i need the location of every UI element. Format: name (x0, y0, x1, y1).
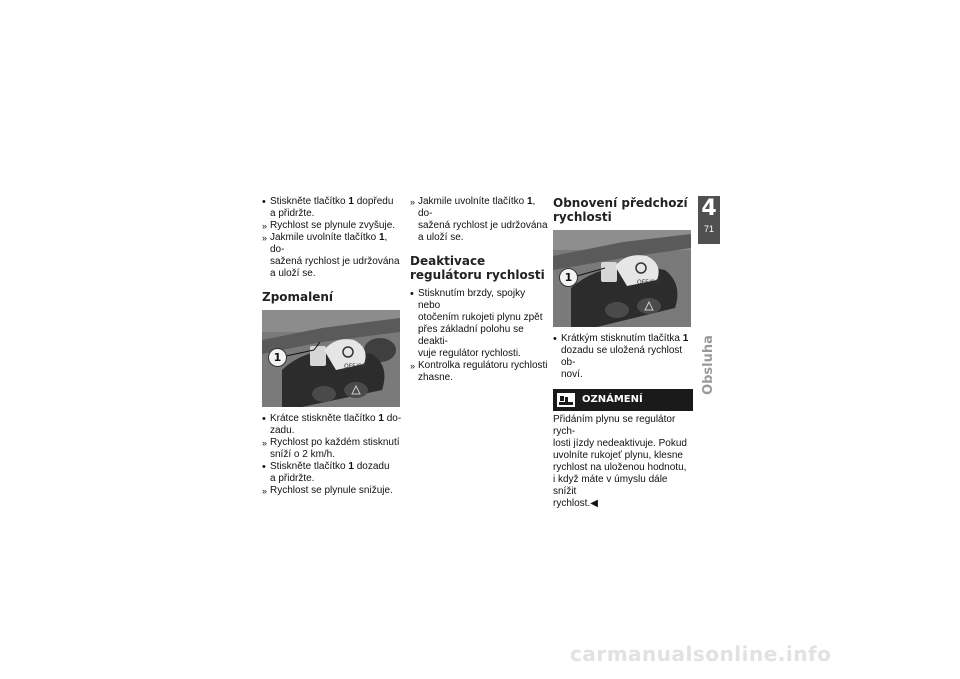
list-item (262, 413, 402, 437)
list-item (262, 437, 402, 461)
item-text: Kontrolka regulátoru rychlosti (418, 360, 548, 371)
notice-title: OZNÁMENÍ (582, 394, 643, 405)
notice-line: Přidáním plynu se regulátor rych- (553, 414, 676, 437)
notice-text (553, 414, 693, 510)
callout-1-resume: 1 (559, 268, 578, 287)
notice-header (553, 389, 693, 411)
chapter-number: 4 (701, 196, 717, 221)
item-text: Jakmile uvolníte tlačítko (270, 232, 379, 243)
page-number: 71 (703, 224, 714, 234)
item-text: přes základní polohu se deakti- (418, 324, 524, 347)
item-text-continued: a přidržte. (270, 473, 315, 484)
item-text-continued: sažená rychlost je udržována (270, 256, 400, 267)
instruction-list-slow-down (262, 413, 402, 497)
chapter-label (699, 330, 719, 400)
item-text: dozadu (353, 461, 390, 472)
bullet-marker: • (410, 288, 414, 300)
handlebar-switch-photo-resume (553, 230, 691, 327)
list-item (553, 333, 693, 369)
switch-label-resume: OFF/ON (637, 279, 660, 286)
item-text: Rychlost se plynule zvyšuje. (270, 220, 396, 231)
list-item (262, 461, 402, 485)
item-text: dopředu (353, 196, 394, 207)
item-text: Krátkým stisknutím tlačítka (561, 333, 683, 344)
instruction-list-deactivate (410, 288, 548, 384)
chapter-label-text: Obsluha (701, 335, 716, 395)
item-text-continued: zhasne. (418, 372, 454, 383)
item-text-continued: otočením rukojeti plynu zpět (418, 312, 543, 323)
result-marker: » (262, 486, 268, 496)
switch-label: OFF/ON (344, 363, 367, 370)
instruction-list-resume (553, 333, 693, 381)
item-text-continued: zadu. (270, 425, 295, 436)
notice-line: i když máte v úmyslu dále snížit (553, 474, 668, 497)
bullet-marker: • (262, 413, 266, 425)
instruction-list-release (410, 196, 548, 244)
list-item (262, 196, 402, 220)
item-text: Rychlost se plynule snižuje. (270, 485, 393, 496)
item-text: Stiskněte tlačítko (270, 461, 349, 472)
bullet-marker: • (262, 196, 266, 208)
notice-hand-icon (557, 393, 575, 407)
section-heading-resume: Obnovení předchozí rychlosti (553, 196, 688, 224)
section-heading-slow-down: Zpomalení (262, 290, 334, 304)
item-text: Krátce stiskněte tlačítko (270, 413, 379, 424)
result-marker: » (410, 361, 416, 371)
callout-reference: 1 (348, 461, 354, 472)
list-item-continuation (410, 324, 548, 360)
list-item-continuation (410, 232, 548, 244)
callout-reference: 1 (348, 196, 354, 207)
list-item (410, 360, 548, 384)
column-middle (410, 196, 548, 384)
instruction-list-accelerate (262, 196, 402, 280)
notice-line: uvolníte rukojeť plynu, klesne (553, 450, 683, 461)
item-text: a uloží se. (418, 232, 464, 243)
list-item (410, 288, 548, 324)
item-text: noví. (561, 369, 583, 380)
bullet-marker: • (553, 333, 557, 345)
column-right (553, 196, 693, 510)
item-text-continued: sažená rychlost je udržována (418, 220, 548, 231)
item-text-continued: a přidržte. (270, 208, 315, 219)
list-item-continuation (262, 268, 402, 280)
item-text: , do- (418, 196, 536, 219)
item-text: Stiskněte tlačítko (270, 196, 349, 207)
item-text: do- (383, 413, 402, 424)
item-text: Rychlost po každém stisknutí (270, 437, 400, 448)
item-text: a uloží se. (270, 268, 316, 279)
callout-1: 1 (268, 348, 287, 367)
item-text: Jakmile uvolníte tlačítko (418, 196, 527, 207)
bullet-marker: • (262, 461, 266, 473)
result-marker: » (262, 233, 268, 243)
callout-reference: 1 (378, 232, 385, 243)
notice-line: rychlost na uloženou hodnotu, (553, 462, 687, 473)
column-left (262, 196, 402, 497)
list-item (262, 232, 402, 268)
item-text: Stisknutím brzdy, spojky nebo (418, 288, 526, 311)
callout-reference: 1 (378, 413, 384, 424)
item-text-continued: dozadu se uložená rychlost ob- (561, 345, 683, 368)
item-text-continued: vuje regulátor rychlosti. (418, 348, 521, 359)
handlebar-switch-photo (262, 310, 400, 407)
chapter-tab (698, 196, 720, 244)
section-heading-deactivate: Deaktivace regulátoru rychlosti (410, 254, 545, 282)
callout-reference: 1 (526, 196, 533, 207)
item-text: , do- (270, 232, 388, 255)
result-marker: » (410, 197, 416, 207)
list-item (262, 485, 402, 497)
list-item (410, 196, 548, 232)
watermark: carmanualsonline.info (570, 642, 832, 666)
notice-line: losti jízdy nedeaktivuje. Pokud (553, 438, 687, 449)
list-item-continuation (553, 369, 693, 381)
result-marker: » (262, 221, 268, 231)
result-marker: » (262, 438, 268, 448)
list-item (262, 220, 402, 232)
notice-line: rychlost.◀ (553, 498, 598, 509)
callout-reference: 1 (682, 333, 689, 344)
item-text-continued: sníží o 2 km/h. (270, 449, 336, 460)
